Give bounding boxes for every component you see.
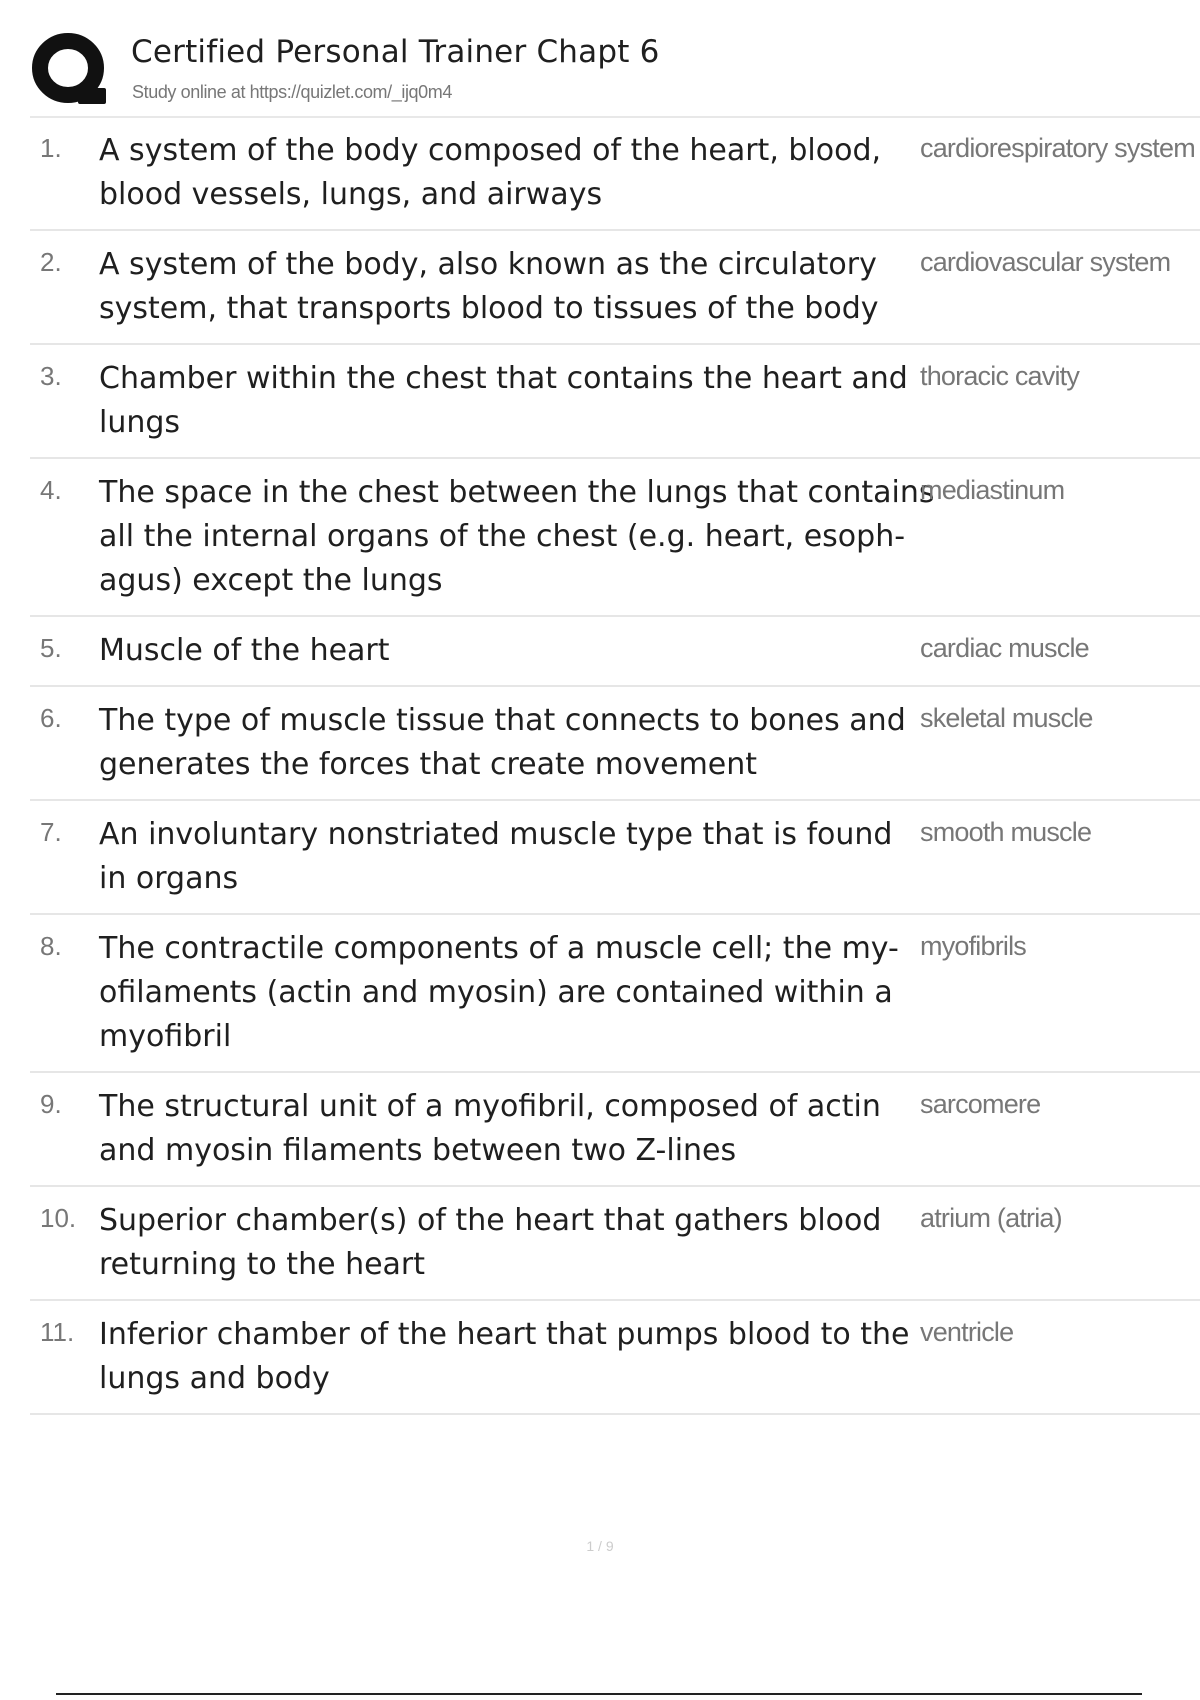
term-word: cardiorespiratory system <box>920 133 1195 163</box>
term-row <box>30 801 1200 915</box>
page-number: 1 / 9 <box>586 1538 614 1554</box>
term-number: 7. <box>40 817 62 847</box>
page-title: Certified Personal Trainer Chapt 6 <box>131 34 660 70</box>
term-word: smooth muscle <box>920 817 1092 847</box>
term-row <box>30 687 1200 801</box>
term-row <box>30 117 1200 231</box>
term-definition: A system of the body, also known as the circulatory system, that transports blood to tissues of the body <box>99 247 879 326</box>
quizlet-logo-icon <box>32 32 142 112</box>
term-word: ventricle <box>920 1317 1014 1347</box>
term-row <box>30 459 1200 617</box>
term-row <box>30 1073 1200 1187</box>
term-row <box>30 231 1200 345</box>
term-number: 8. <box>40 931 62 961</box>
term-definition: An involuntary nonstriated muscle type that is found in organs <box>99 817 893 896</box>
term-word: thoracic cavity <box>920 361 1080 391</box>
term-number: 10. <box>40 1203 77 1233</box>
term-row <box>30 915 1200 1073</box>
term-definition: Superior chamber(s) of the heart that gathers blood returning to the heart <box>99 1203 882 1282</box>
page-header <box>30 30 1200 116</box>
term-row <box>30 345 1200 459</box>
term-number: 5. <box>40 633 62 663</box>
term-number: 6. <box>40 703 62 733</box>
term-definition: The type of muscle tissue that connects to bones and generates the forces that create movement <box>99 703 906 782</box>
term-definition: Chamber within the chest that contains the heart and lungs <box>99 361 908 440</box>
term-word: mediastinum <box>920 475 1065 505</box>
term-row <box>30 1301 1200 1415</box>
footer-divider <box>56 1693 1142 1695</box>
term-word: cardiac muscle <box>920 633 1089 663</box>
term-number: 1. <box>40 133 62 163</box>
term-row <box>30 1187 1200 1301</box>
term-number: 9. <box>40 1089 62 1119</box>
term-definition: Muscle of the heart <box>99 633 390 668</box>
term-number: 2. <box>40 247 62 277</box>
term-word: sarcomere <box>920 1089 1041 1119</box>
term-number: 4. <box>40 475 62 505</box>
term-list <box>30 117 1200 1415</box>
term-definition: The space in the chest between the lungs that contains all the internal organs of the chest (e.g. heart, esoph- agus) except the lungs <box>99 475 935 598</box>
term-word: atrium (atria) <box>920 1203 1062 1233</box>
term-number: 3. <box>40 361 62 391</box>
term-row <box>30 617 1200 687</box>
term-definition: The structural unit of a myofibril, composed of actin and myosin filaments between two Z-lines <box>99 1089 881 1168</box>
term-word: myofibrils <box>920 931 1027 961</box>
term-definition: The contractile components of a muscle cell; the my- ofilaments (actin and myosin) are contained within a myofibril <box>99 931 899 1054</box>
study-online-link[interactable]: Study online at https://quizlet.com/_ijq0m4 <box>132 82 452 102</box>
term-number: 11. <box>40 1317 75 1347</box>
term-definition: Inferior chamber of the heart that pumps blood to the lungs and body <box>99 1317 910 1396</box>
term-word: cardiovascular system <box>920 247 1171 277</box>
term-definition: A system of the body composed of the heart, blood, blood vessels, lungs, and airways <box>99 133 882 212</box>
term-word: skeletal muscle <box>920 703 1093 733</box>
